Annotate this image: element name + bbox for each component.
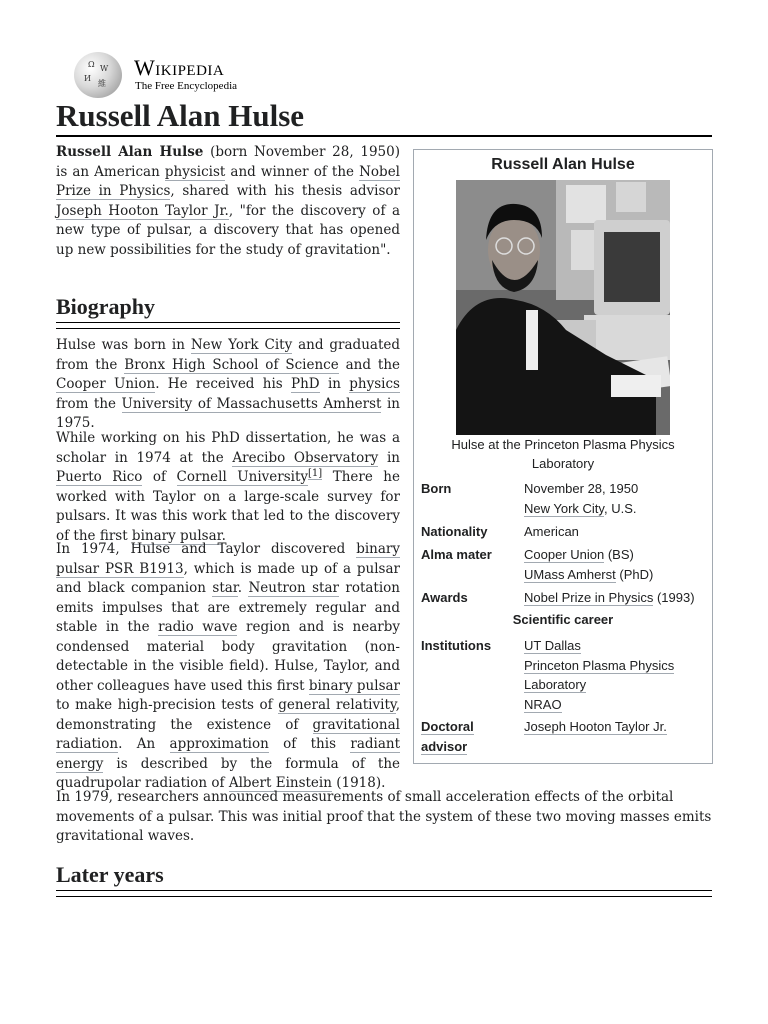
text: There he worked with Taylor on a large-scale survey for pulsars. It was this work that led to the discovery of the first [56,469,400,544]
alma-mater-2 [524,565,709,585]
text: , demonstrating the existence of [56,697,400,733]
text: is described by the formula of the quadrupolar radiation of [56,755,400,791]
subject-name: Russell Alan Hulse [56,144,204,160]
link-binary-pulsar-2[interactable]: binary pulsar [308,677,401,694]
text: Hulse was born in [56,337,191,353]
link-cooper-union-ib[interactable]: Cooper Union [524,547,605,562]
link-radiant-energy[interactable]: radiant energy [56,736,400,772]
link-umass-amherst[interactable]: University of Massachusetts Amherst [121,395,382,412]
alma-degree-2: (PhD) [615,566,654,582]
text: of this [268,736,351,752]
link-psr-b1913[interactable]: binary pulsar PSR B1913 [56,541,400,577]
link-nrao[interactable]: NRAO [524,696,562,712]
born-place [524,499,709,519]
value-institutions [524,636,709,714]
text: . He received his [155,376,292,392]
label-awards: Awards [421,590,468,605]
heading-rule [56,890,712,891]
portrait-photo-drawing [456,180,670,435]
link-physicist[interactable]: physicist [164,163,226,180]
link-general-relativity[interactable]: general relativity [278,697,396,713]
link-gravitational-radiation[interactable]: gravitational radiation [56,716,400,752]
biography-paragraph-1 [56,336,400,434]
label-nationality: Nationality [421,524,488,539]
alma-degree-1: (BS) [604,547,634,562]
section-heading-later-years: Later years [56,860,712,890]
alma-mater-1 [524,545,709,565]
link-joseph-taylor[interactable]: Joseph Hooton Taylor Jr. [56,202,229,219]
text: . An [118,736,170,752]
text: of [142,469,177,485]
link-albert-einstein[interactable]: Albert Einstein [228,775,332,791]
text: . [237,580,249,596]
text: In 1974, Hulse and Taylor discovered [56,541,357,557]
link-nobel-prize-ib[interactable]: Nobel Prize in Physics [524,590,654,605]
page-title: Russell Alan Hulse [56,97,712,137]
text: to make high-precision tests of [56,697,279,713]
link-radio-wave[interactable]: radio wave [158,619,238,635]
born-place-rest: , U.S. [603,500,637,516]
text: in 1975. [56,395,401,431]
wikipedia-wordmark[interactable]: Wikipedia [134,55,225,80]
label-born: Born [421,481,452,496]
heading-rule [56,896,712,897]
link-star[interactable]: star [212,580,238,596]
text: and winner of the [225,163,360,180]
intro-paragraph [56,143,400,260]
reference-1[interactable]: [1] [308,467,323,479]
link-binary-pulsar[interactable]: binary pulsar [131,527,222,544]
scientific-career-header: Scientific career [512,612,614,627]
link-born-place[interactable]: New York City [524,500,604,516]
value-awards [524,588,709,608]
link-cooper-union[interactable]: Cooper Union [56,376,156,392]
infobox-title: Russell Alan Hulse [491,156,635,173]
text: . [221,527,226,544]
infobox [413,149,713,764]
link-neutron-star[interactable]: Neutron star [248,580,339,596]
paragraph-text: In 1979, researchers announced measurements of small acceleration effects of the orbital movements of a pulsar. This was initial proof that the system of these two moving masses emits gravitational waves. [56,789,712,844]
text: region and is nearby condensed material body gravitation (non-detectable in the visible field). Hulse, Taylor, and other colleagues have used this first [56,619,400,694]
link-new-york-city[interactable]: New York City [190,337,293,353]
value-nationality: American [524,524,579,539]
heading-rule [56,322,400,323]
text: rotation emits impulses that are extremely regular and stable in the [56,580,400,635]
link-doctoral-advisor-label[interactable]: Doctoral advisor [421,719,474,754]
wikipedia-tagline: The Free Encyclopedia [135,80,238,92]
section-heading-biography: Biography [56,292,400,322]
text: While working on his PhD dissertation, he was a scholar in 1974 at the [56,430,400,466]
value-doctoral-advisor [524,717,709,737]
text: , shared with his thesis advisor [170,183,400,199]
heading-rule [56,328,400,329]
text: , which is made up of a pulsar and black companion [56,560,400,596]
site-header [74,52,334,98]
awards-year: (1993) [653,590,695,605]
text: and graduated from the [56,337,400,373]
link-physics[interactable]: physics [349,376,400,392]
link-nobel-prize[interactable]: Nobel Prize in Physics [56,163,400,199]
link-bronx-science[interactable]: Bronx High School of Science [124,356,339,373]
link-advisor[interactable]: Joseph Hooton Taylor Jr. [524,719,667,734]
link-princeton-pppl[interactable]: Princeton Plasma Physics Laboratory [524,657,675,692]
portrait-photo[interactable] [456,180,670,435]
acceleration-paragraph [56,788,712,847]
text: and the [338,356,400,373]
link-cornell[interactable]: Cornell University [176,469,309,485]
wikipedia-globe-logo[interactable]: Ω W И 維 [74,52,122,98]
text: (born November 28, 1950) is an American [56,144,400,180]
label-doctoral-advisor [421,717,501,756]
link-approximation[interactable]: approximation [169,736,269,752]
label-institutions: Institutions [421,638,492,653]
link-ut-dallas[interactable]: UT Dallas [524,638,581,653]
born-date: November 28, 1950 [524,481,639,496]
link-phd[interactable]: PhD [291,376,320,392]
text: , "for the discovery of a new type of pulsar, a discovery that has opened up new possibilities for the study of gravitation". [56,202,400,258]
portrait-caption: Hulse at the Princeton Plasma Physics Laboratory [451,437,675,471]
text: from the [56,395,122,412]
text: (1918). [331,775,386,791]
value-alma-mater [524,545,709,584]
label-alma-mater: Alma mater [421,547,492,562]
value-born [524,479,709,518]
biography-paragraph-2 [56,429,400,546]
link-puerto-rico[interactable]: Puerto Rico [56,469,143,485]
link-arecibo[interactable]: Arecibo Observatory [232,449,379,466]
text: in [378,449,400,466]
link-umass-amherst-ib[interactable]: UMass Amherst [524,566,616,582]
text: in [319,376,350,392]
biography-paragraph-3 [56,540,400,794]
